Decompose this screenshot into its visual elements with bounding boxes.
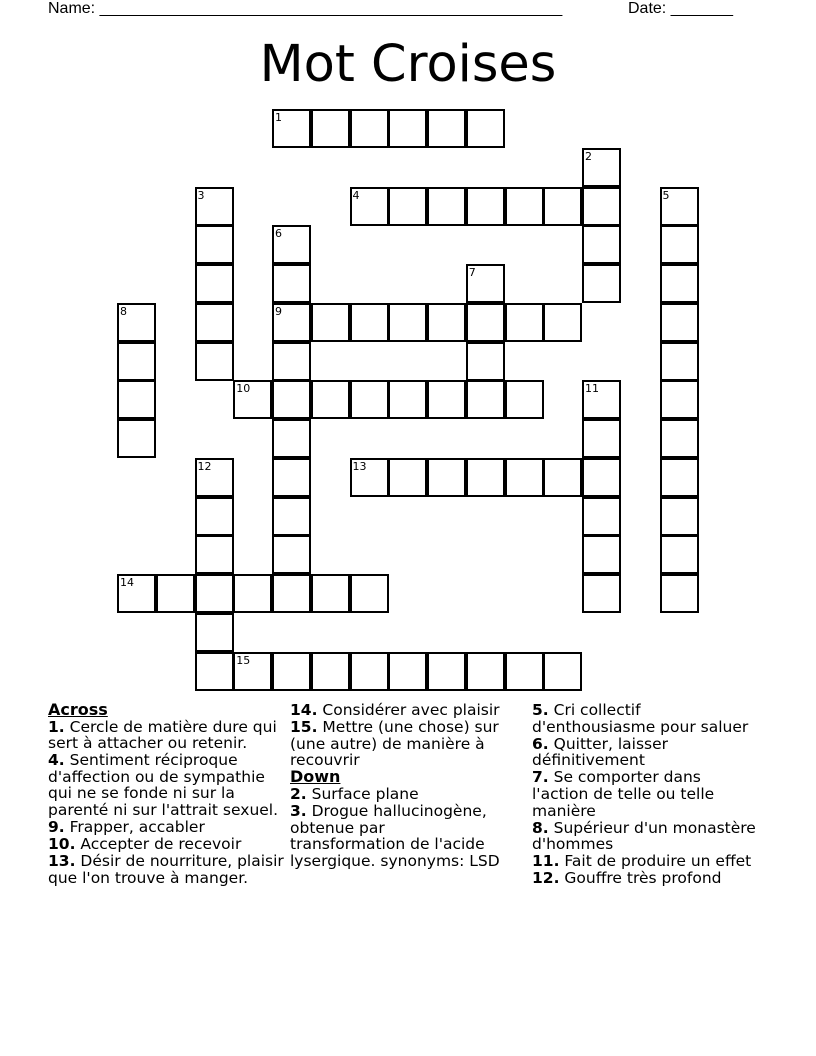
crossword-cell[interactable] (311, 303, 350, 342)
crossword-cell[interactable] (660, 225, 699, 264)
crossword-cell[interactable] (427, 109, 466, 148)
crossword-cell[interactable] (388, 303, 427, 342)
crossword-cell[interactable] (388, 458, 427, 497)
crossword-cell[interactable] (505, 458, 544, 497)
crossword-cell[interactable] (660, 574, 699, 613)
crossword-cell[interactable] (660, 497, 699, 536)
crossword-cell[interactable] (272, 535, 311, 574)
clue-down-7: 7. Se comporter dans l'action de telle ou telle manière (532, 768, 715, 820)
crossword-cell[interactable] (117, 380, 156, 419)
name-field-label: Name: ____________________________________________________ (48, 0, 563, 17)
crossword-cell[interactable] (660, 342, 699, 381)
crossword-cell[interactable] (195, 264, 234, 303)
crossword-cell[interactable] (311, 652, 350, 691)
clue-across-1: 1. Cercle de matière dure qui sert à attacher ou retenir. (48, 717, 277, 753)
crossword-cell[interactable] (660, 419, 699, 458)
crossword-cell[interactable] (195, 342, 234, 381)
crossword-cell[interactable] (660, 380, 699, 419)
crossword-cell[interactable] (272, 419, 311, 458)
crossword-cell[interactable] (311, 380, 350, 419)
down-heading: Down (290, 767, 341, 787)
clue-across-15: 15. Mettre (une chose) sur (une autre) de manière à recouvrir (290, 718, 499, 770)
crossword-cell[interactable] (466, 303, 505, 342)
crossword-cell[interactable] (466, 187, 505, 226)
crossword-cell[interactable] (311, 109, 350, 148)
crossword-cell[interactable] (195, 613, 234, 652)
clue-number-12: 12 (197, 459, 212, 473)
crossword-cell[interactable] (388, 187, 427, 226)
crossword-cell[interactable] (388, 652, 427, 691)
clue-down-6: 6. Quitter, laisser définitivement (532, 734, 669, 770)
clue-number-14: 14 (120, 576, 134, 589)
clue-across-14: 14. Considérer avec plaisir (290, 701, 500, 719)
clue-across-10: 10. Accepter de recevoir (48, 835, 242, 854)
crossword-cell[interactable] (466, 342, 505, 381)
crossword-cell[interactable] (350, 574, 389, 613)
crossword-cell[interactable] (388, 380, 427, 419)
crossword-cell[interactable] (505, 652, 544, 691)
clue-down-8: 8. Supérieur d'un monastère d'hommes (532, 818, 756, 854)
crossword-cell[interactable] (195, 497, 234, 536)
clue-number-8: 8 (120, 304, 127, 318)
clue-number-2: 2 (585, 149, 592, 163)
crossword-cell[interactable] (660, 303, 699, 342)
clue-number-15: 15 (236, 653, 251, 667)
date-field-label: Date: _______ (628, 0, 733, 17)
crossword-cell[interactable] (350, 380, 389, 419)
clue-number-7: 7 (468, 266, 476, 279)
crossword-cell[interactable] (350, 652, 389, 691)
crossword-cell[interactable] (427, 187, 466, 226)
crossword-cell[interactable] (233, 574, 272, 613)
clue-number-6: 6 (275, 227, 282, 241)
crossword-cell[interactable] (350, 109, 389, 148)
crossword-cell[interactable] (195, 303, 234, 342)
page-title: Mot Croises (259, 35, 557, 94)
crossword-cell[interactable] (195, 225, 234, 264)
crossword-cell[interactable] (117, 342, 156, 381)
crossword-cell[interactable] (660, 535, 699, 574)
crossword-cell[interactable] (195, 652, 234, 691)
crossword-cell[interactable] (350, 303, 389, 342)
crossword-cell[interactable] (272, 342, 311, 381)
crossword-cell[interactable] (466, 458, 505, 497)
crossword-cell[interactable] (272, 380, 311, 419)
crossword-cell[interactable] (156, 574, 195, 613)
crossword-cell[interactable] (272, 264, 311, 303)
crossword-cell[interactable] (582, 187, 621, 226)
clues-column-3 (532, 702, 762, 888)
crossword-cell[interactable] (272, 652, 311, 691)
clue-down-5: 5. Cri collectif d'enthousiasme pour saluer (532, 701, 749, 736)
crossword-cell[interactable] (543, 652, 582, 691)
clue-down-3: 3. Drogue hallucinogène, obtenue par transformation de l'acide lysergique. synonyms: LSD (290, 802, 500, 870)
crossword-cell[interactable] (582, 458, 621, 497)
clue-down-11: 11. Fait de produire un effet (532, 852, 752, 871)
crossword-cell[interactable] (466, 652, 505, 691)
clue-number-10: 10 (236, 382, 251, 396)
crossword-cell[interactable] (272, 497, 311, 536)
crossword-cell[interactable] (195, 535, 234, 574)
crossword-cell[interactable] (427, 380, 466, 419)
clue-number-13: 13 (352, 459, 367, 473)
clue-down-2: 2. Surface plane (290, 784, 419, 803)
clue-number-1: 1 (275, 111, 282, 124)
crossword-cell[interactable] (427, 652, 466, 691)
clue-across-4: 4. Sentiment réciproque d'affection ou de sympathie qui ne se fonde ni sur la parenté ni sur l'attrait sexuel. (48, 751, 279, 820)
clues-column-1 (48, 702, 284, 887)
crossword-cell[interactable] (427, 303, 466, 342)
crossword-cell[interactable] (117, 419, 156, 458)
crossword-cell[interactable] (582, 419, 621, 458)
crossword-cell[interactable] (466, 380, 505, 419)
crossword-cell[interactable] (505, 187, 544, 226)
clue-number-11: 11 (585, 382, 599, 396)
crossword-cell[interactable] (543, 303, 582, 342)
crossword-cell[interactable] (195, 574, 234, 613)
crossword-cell[interactable] (388, 109, 427, 148)
clue-number-3: 3 (197, 188, 205, 202)
crossword-cell[interactable] (466, 109, 505, 148)
clue-number-9: 9 (275, 304, 282, 318)
crossword-cell[interactable] (582, 535, 621, 574)
clue-down-12: 12. Gouffre très profond (532, 869, 722, 888)
clue-number-5: 5 (662, 188, 670, 202)
clue-across-13: 13. Désir de nourriture, plaisir que l'on trouve à manger. (48, 852, 284, 887)
crossword-cell[interactable] (660, 264, 699, 303)
crossword-cell[interactable] (543, 458, 582, 497)
crossword-cell[interactable] (272, 458, 311, 497)
crossword-cell[interactable] (582, 225, 621, 264)
crossword-cell[interactable] (582, 264, 621, 303)
crossword-cell[interactable] (427, 458, 466, 497)
crossword-cell[interactable] (660, 458, 699, 497)
crossword-cell[interactable] (543, 187, 582, 226)
crossword-cell[interactable] (505, 303, 544, 342)
clue-number-4: 4 (352, 188, 360, 202)
crossword-cell[interactable] (582, 497, 621, 536)
crossword-cell[interactable] (505, 380, 544, 419)
crossword-cell[interactable] (272, 574, 311, 613)
across-heading: Across (48, 700, 108, 719)
clues-column-2 (290, 702, 500, 870)
crossword-cell[interactable] (311, 574, 350, 613)
clue-across-9: 9. Frapper, accabler (48, 818, 205, 837)
crossword-cell[interactable] (582, 574, 621, 613)
